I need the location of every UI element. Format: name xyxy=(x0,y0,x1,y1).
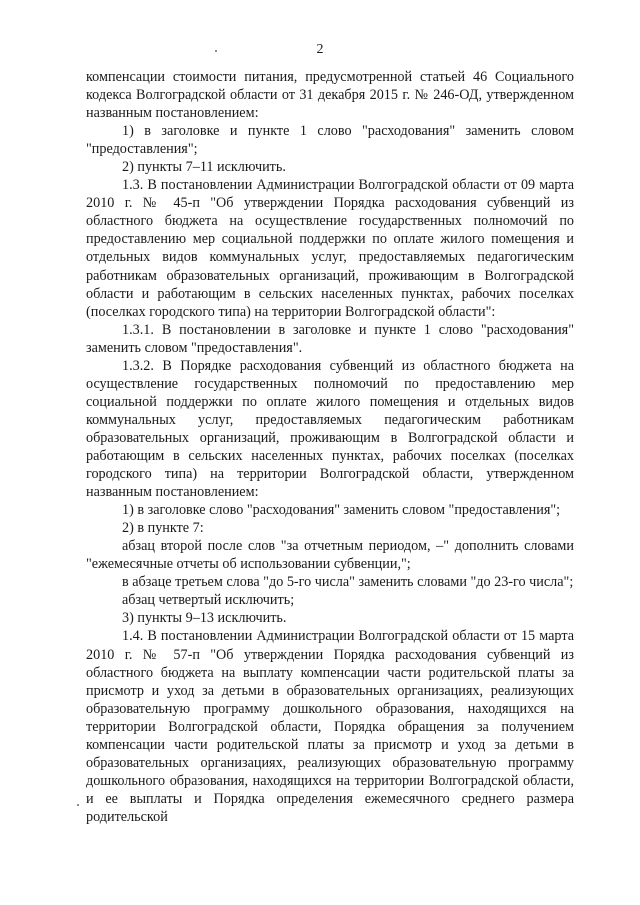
paragraph: 3) пункты 9–13 исключить. xyxy=(122,610,287,627)
paragraph: 1.3. В постановлении Администрации Волгоградской области от 09 марта 2010 г. № 45-п "Об утверждении Порядка расходования субвенций из областного бюджета на осуществление государственных полномочий по предоставлению мер социальной поддержки по оплате жилого помещения и отдельных видов коммунальных услуг, предоставляемых педагогическим работникам образовательных организаций, проживающим в Волгоградской области и работающим в сельских населенных пунктах, рабочих поселках (поселках городского типа) на территории Волгоградской области": xyxy=(86,177,574,320)
scan-speck xyxy=(77,804,79,806)
scan-speck xyxy=(215,50,217,52)
paragraph: 2) в пункте 7: xyxy=(122,520,204,537)
paragraph: абзац четвертый исключить; xyxy=(122,592,295,609)
paragraph: 1) в заголовке и пункте 1 слово "расходования" заменить словом "предоставления"; xyxy=(86,123,574,158)
document-body xyxy=(86,68,574,826)
paragraph: 1.4. В постановлении Администрации Волгоградской области от 15 марта 2010 г. № 57-п "Об утверждении Порядка расходования субвенций из областного бюджета на выплату компенсации части родительской платы за присмотр и уход за детьми в образовательных организациях, реализующих образовательную программу дошкольного образования, находящихся на территории Волгоградской области, Порядка обращения за получением компенсации части родительской платы за присмотр и уход за детьми в образовательных организациях, реализующих образовательную программу дошкольного образования, находящихся на территории Волгоградской области, и ее выплаты и Порядка определения ежемесячного среднего размера родительской xyxy=(86,628,574,825)
paragraph: компенсации стоимости питания, предусмотренной статьей 46 Социального кодекса Волгоградской области от 31 декабря 2015 г. № 246-ОД, утвержденном названным постановлением: xyxy=(86,69,574,122)
paragraph: 1.3.2. В Порядке расходования субвенций из областного бюджета на осуществление государственных полномочий по предоставлению мер социальной поддержки по оплате жилого помещения и отдельных видов коммунальных услуг, предоставляемых педагогическим работникам образовательных организаций, проживающим в Волгоградской области и работающим в сельских населенных пунктах, рабочих поселках (поселках городского типа) на территории Волгоградской области, утвержденном названным постановлением: xyxy=(86,357,574,501)
paragraph: 1) в заголовке слово "расходования" заменить словом "предоставления"; xyxy=(122,502,561,519)
paragraph: в абзаце третьем слова "до 5-го числа" заменить словами "до 23-го числа"; xyxy=(122,574,574,591)
paragraph: абзац второй после слов "за отчетным периодом, –" дополнить словами "ежемесячные отчеты об использовании субвенции,"; xyxy=(86,538,574,573)
paragraph: 1.3.1. В постановлении в заголовке и пункте 1 слово "расходования" заменить словом "предоставления". xyxy=(86,321,574,356)
page-number: 2 xyxy=(316,42,324,57)
paragraph: 2) пункты 7–11 исключить. xyxy=(122,159,286,176)
